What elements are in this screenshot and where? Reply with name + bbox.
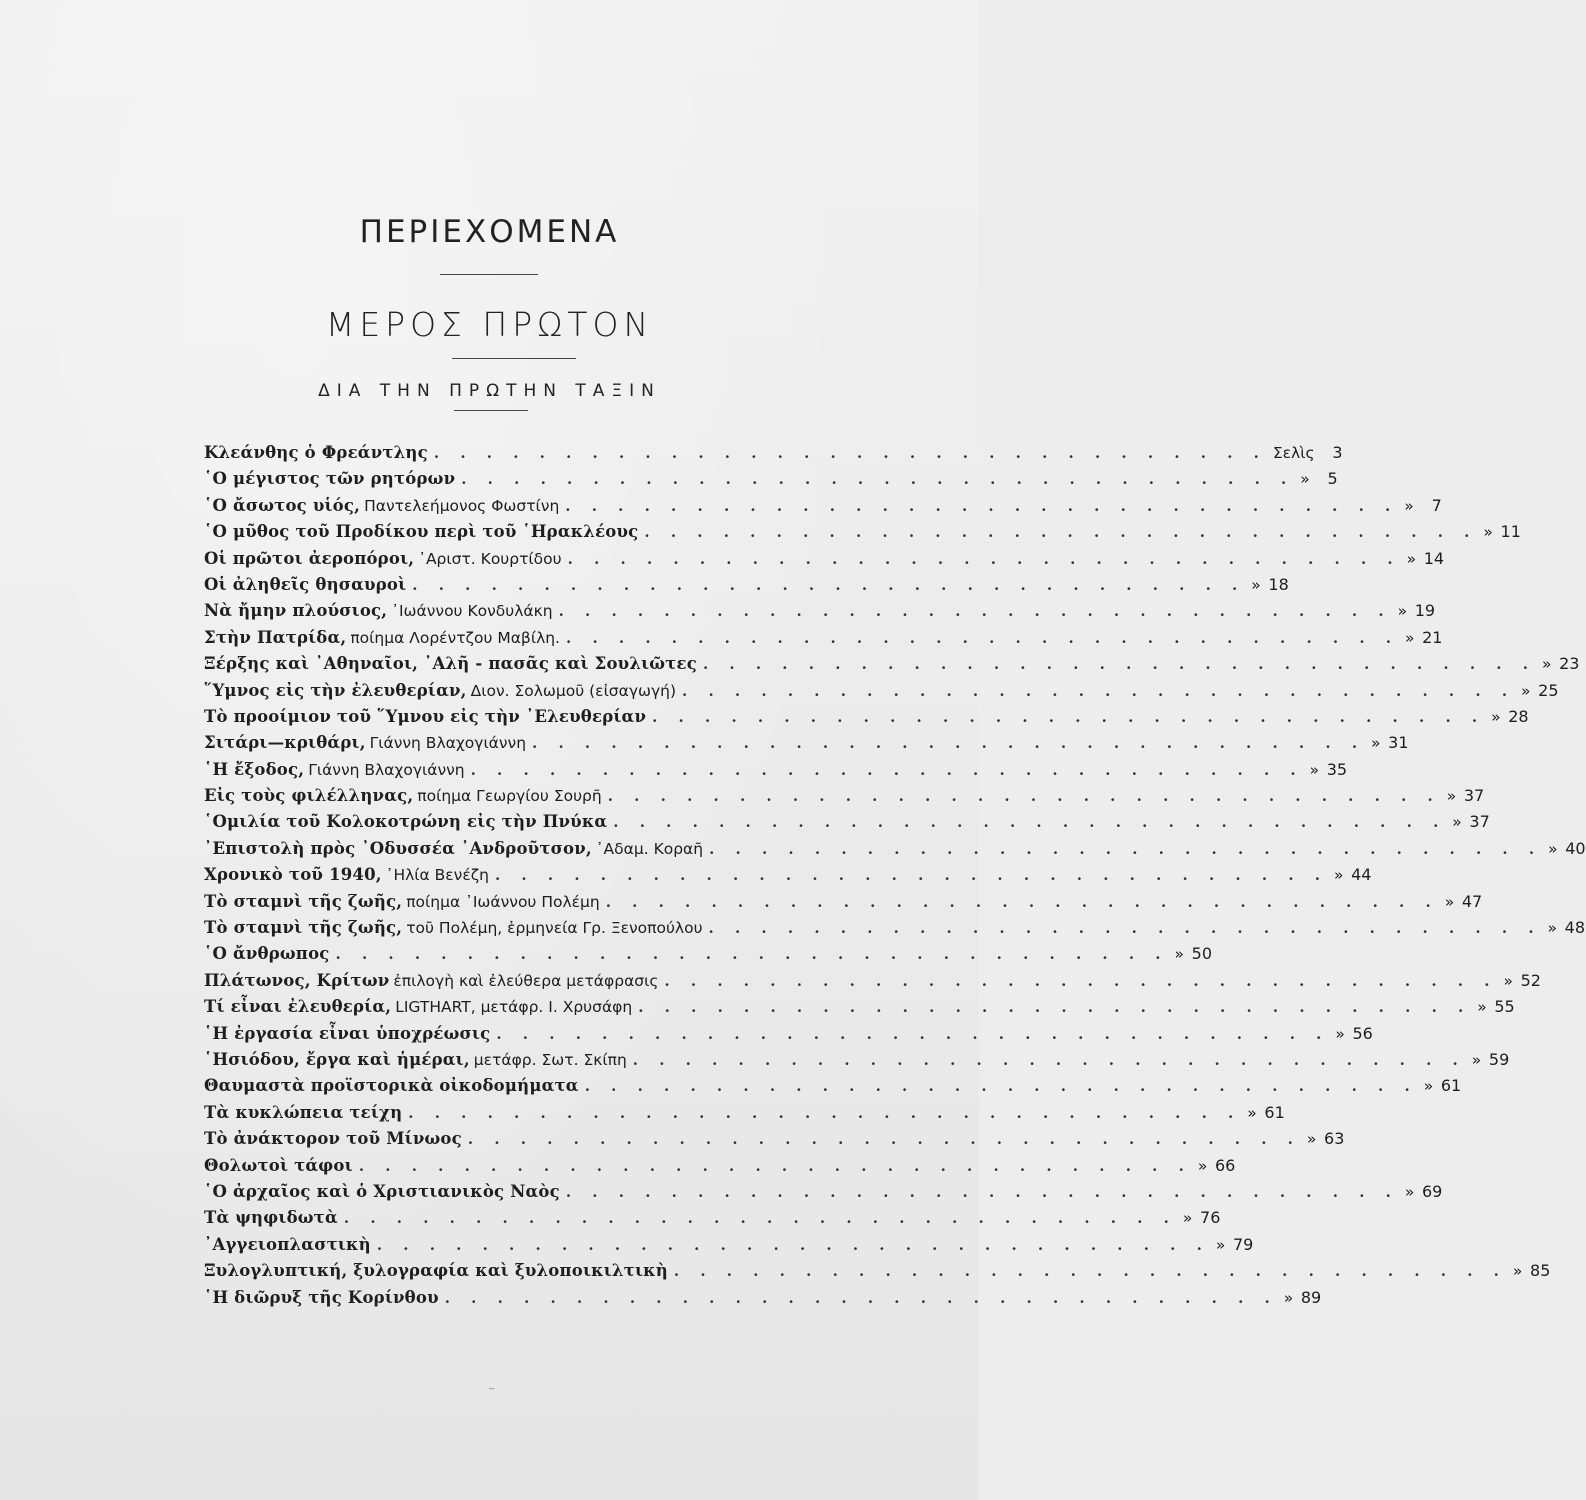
entry-title: ῾Η διῶρυξ τῆς Κορίνθου (204, 1287, 439, 1307)
entry-author: ᾿Αδαμ. Κοραῆ (595, 839, 704, 858)
contents-title: ΠΕΡΙΕΧΟΜΕΝΑ (359, 214, 620, 250)
ditto-mark: » (1174, 945, 1185, 964)
entry-title: Οἱ ἀληθεῖς θησαυροὶ (204, 574, 407, 594)
toc-entry (204, 625, 1443, 651)
dot-leader: . . . . . . . . . . . . . . . . . . . . . . . . . . . . . . . . (433, 444, 1267, 462)
dot-leader: . . . . . . . . . . . . . . . . . . . . . . . . . . . . . . . . (494, 866, 1328, 885)
title-rule (440, 274, 538, 275)
page-number: 23 (1559, 654, 1580, 674)
dot-leader: . . . . . . . . . . . . . . . . . . . . . . . . . . . . . . . . (638, 998, 1472, 1017)
page-number: 40 (1565, 838, 1586, 858)
dot-leader: . . . . . . . . . . . . . . . . . . . . . . . . . . . . . . . . (613, 813, 1447, 832)
dot-leader: . . . . . . . . . . . . . . . . . . . . . . . . . . . . . . . . (702, 655, 1536, 674)
entry-author: LIGTHART, μετάφρ. Ι. Χρυσάφη (395, 998, 633, 1017)
entry-title: Τὰ κυκλώπεια τείχη (204, 1102, 403, 1122)
toc-entry (204, 651, 1580, 677)
page-number: 7 (1431, 495, 1442, 515)
page-number: 31 (1388, 733, 1409, 753)
dot-leader: . . . . . . . . . . . . . . . . . . . . . . . . . . . . . . . . (605, 892, 1439, 911)
entry-title: Τὰ ψηφιδωτὰ (204, 1208, 338, 1228)
toc-entry (204, 572, 1289, 598)
ditto-mark: » (1548, 839, 1558, 858)
entry-title: Χρονικὸ τοῦ 1940, (204, 865, 382, 885)
ditto-mark: » (1283, 1288, 1294, 1307)
entry-title: Οἱ πρῶτοι ἀεροπόροι, (204, 548, 415, 568)
ditto-mark: » (1541, 655, 1552, 674)
page-number: 47 (1461, 891, 1483, 911)
toc-entry (204, 1205, 1221, 1231)
page-number: 28 (1508, 706, 1529, 726)
entry-title: ῾Η ἔξοδος, (204, 759, 305, 779)
page-number: 61 (1264, 1102, 1285, 1122)
dot-leader: . . . . . . . . . . . . . . . . . . . . . . . . . . . . . . . . (708, 919, 1542, 938)
dot-leader: . . . . . . . . . . . . . . . . . . . . . . . . . . . . . . . . (467, 1130, 1301, 1149)
entry-author: ἐπιλογὴ καὶ ἐλεύθερα μετάφρασις (393, 971, 659, 990)
dot-leader: . . . . . . . . . . . . . . . . . . . . . . . . . . . . . . . . (607, 787, 1441, 806)
ditto-mark: » (1182, 1209, 1193, 1228)
page-number: 11 (1500, 522, 1521, 542)
entry-author: Γιάννη Βλαχογιάννη (369, 734, 527, 753)
entry-title: Τὸ προοίμιον τοῦ ῞Υμνου εἰς τὴν ᾿Ελευθερίαν (204, 706, 647, 726)
dot-leader: . . . . . . . . . . . . . . . . . . . . . . . . . . . . . . . . (558, 602, 1392, 621)
entry-title: Θαυμαστὰ προϊστορικὰ οἰκοδομήματα (204, 1076, 579, 1096)
entry-title: Εἰς τοὺς φιλέλληνας, (204, 786, 414, 806)
dot-leader: . . . . . . . . . . . . . . . . . . . . . . . . . . . . . . . . (664, 971, 1498, 990)
page-number: 19 (1414, 601, 1436, 621)
toc-entry (204, 862, 1372, 888)
entry-title: ῾Ησιόδου, ἔργα καὶ ἡμέραι, (204, 1049, 470, 1069)
page-number: 37 (1463, 786, 1485, 806)
page-number: 61 (1440, 1076, 1462, 1096)
ditto-mark: » (1309, 760, 1320, 779)
entry-title: ῾Ο μῦθος τοῦ Προδίκου περὶ τοῦ ῾Ηρακλέους (204, 522, 639, 542)
toc-entry (204, 678, 1559, 704)
dot-leader: . . . . . . . . . . . . . . . . . . . . . . . . . . . . . . . . (376, 1235, 1210, 1254)
page-number: 5 (1327, 469, 1338, 489)
entry-title: Πλάτωνος, Κρίτων (204, 970, 390, 990)
toc-entry (204, 836, 1586, 862)
entry-author: τοῦ Πολέμη, ἑρμηνεία Γρ. Ξενοπούλου (406, 919, 703, 938)
toc-entry (204, 1021, 1373, 1047)
page-number: 89 (1300, 1287, 1322, 1307)
entry-title: Ξυλογλυπτική, ξυλογραφία καὶ ξυλοποικιλτικὴ (204, 1261, 668, 1281)
page-number: 50 (1191, 944, 1213, 964)
toc-entry (204, 783, 1485, 809)
toc-entry (204, 1073, 1462, 1099)
dot-leader: . . . . . . . . . . . . . . . . . . . . . . . . . . . . . . . . (644, 523, 1478, 542)
entry-title: ῞Υμνος εἰς τὴν ἐλευθερίαν, (204, 680, 467, 700)
toc-entry (204, 809, 1490, 835)
ditto-mark: » (1333, 866, 1344, 885)
page-number: 3 (1332, 443, 1343, 462)
ditto-mark: » (1397, 602, 1408, 621)
page-number: 56 (1352, 1023, 1373, 1043)
ditto-mark: » (1306, 1130, 1317, 1149)
entry-author: ᾿Αριστ. Κουρτίδου (418, 549, 562, 568)
toc-entry (204, 546, 1445, 572)
ditto-mark: » (1547, 919, 1558, 938)
page-number: 59 (1488, 1049, 1510, 1069)
entry-title: ῾Ο ἀρχαῖος καὶ ὁ Χριστιανικὸς Ναὸς (204, 1181, 560, 1201)
page-number: 79 (1232, 1234, 1254, 1254)
page-number: 69 (1421, 1181, 1443, 1201)
toc-entry (204, 1285, 1322, 1311)
toc-entry (204, 704, 1529, 730)
toc-entry (204, 598, 1436, 624)
toc-entry (204, 1179, 1443, 1205)
ditto-mark: » (1335, 1024, 1345, 1043)
dot-leader: . . . . . . . . . . . . . . . . . . . . . . . . . . . . . . . . (567, 549, 1401, 568)
dot-leader: . . . . . . . . . . . . . . . . . . . . . . . . . . . . . . . . (682, 681, 1516, 700)
page-bottom-mark: ⁻ (488, 1384, 496, 1400)
toc-entry (204, 1126, 1345, 1152)
entry-title: ῾Ο ἄνθρωπος (204, 944, 330, 964)
toc-entry (204, 519, 1521, 545)
entry-title: Κλεάνθης ὁ Φρεάντλης (204, 443, 428, 462)
ditto-mark: » (1215, 1235, 1226, 1254)
ditto-mark: » (1446, 787, 1457, 806)
page-number: 21 (1422, 627, 1443, 647)
ditto-mark: » (1471, 1050, 1482, 1069)
toc-entry (204, 493, 1442, 519)
toc-entry (204, 889, 1483, 915)
dot-leader: . . . . . . . . . . . . . . . . . . . . . . . . . . . . . . . . (673, 1262, 1507, 1281)
ditto-mark: » (1512, 1262, 1523, 1281)
page-number: 44 (1351, 865, 1372, 885)
page-number: 52 (1520, 970, 1541, 990)
entry-title: ᾿Αγγειοπλαστικὴ (204, 1234, 371, 1254)
toc-entry (204, 915, 1586, 941)
dot-leader: . . . . . . . . . . . . . . . . . . . . . . . . . . . . . . . . (335, 945, 1169, 964)
toc-entry (204, 1047, 1510, 1073)
dot-leader: . . . . . . . . . . . . . . . . . . . . . . . . . . . . . . . . (709, 839, 1543, 858)
page-label: Σελὶς (1272, 444, 1315, 462)
entry-author: ᾿Ηλία Βενέζη (385, 866, 489, 885)
ditto-mark: » (1444, 892, 1455, 911)
dot-leader: . . . . . . . . . . . . . . . . . . . . . . . . . . . . . . . . (461, 470, 1295, 489)
toc-entry (204, 968, 1541, 994)
dot-leader: . . . . . . . . . . . . . . . . . . . . . . . . . . . . . . . . (412, 575, 1246, 594)
dot-leader: . . . . . . . . . . . . . . . . . . . . . . . . . . . . . . . . (566, 628, 1399, 647)
ditto-mark: » (1405, 628, 1415, 647)
ditto-mark: » (1503, 971, 1513, 990)
dot-leader: . . . . . . . . . . . . . . . . . . . . . . . . . . . . . . . . (343, 1209, 1177, 1228)
toc-entry (204, 466, 1338, 492)
entry-title: Ξέρξης καὶ ᾿Αθηναῖοι, ᾿Αλῆ - πασᾶς καὶ Σουλιῶτες (204, 654, 697, 674)
page-number: 76 (1200, 1208, 1221, 1228)
ditto-mark: » (1404, 1182, 1415, 1201)
class-heading: ΔΙΑ ΤΗΝ ΠΡΩΤΗΝ ΤΑΞΙΝ (318, 381, 661, 401)
page-number: 55 (1494, 997, 1515, 1017)
entry-title: ῾Ο μέγιστος τῶν ρητόρων (204, 469, 456, 489)
ditto-mark: » (1371, 734, 1381, 753)
entry-title: Τὸ σταμνὶ τῆς ζωῆς, (204, 918, 403, 938)
entry-title: Στὴν Πατρίδα, (204, 627, 347, 647)
ditto-mark: » (1406, 549, 1417, 568)
ditto-mark: » (1197, 1156, 1208, 1175)
dot-leader: . . . . . . . . . . . . . . . . . . . . . . . . . . . . . . . . (565, 496, 1399, 515)
toc-entry (204, 757, 1348, 783)
page-number: 25 (1538, 680, 1559, 700)
dot-leader: . . . . . . . . . . . . . . . . . . . . . . . . . . . . . . . . (496, 1024, 1330, 1043)
entry-title: ῾Η ἐργασία εἶναι ὑποχρέωσις (204, 1023, 491, 1043)
ditto-mark: » (1247, 1103, 1257, 1122)
entry-title: ῾Ο ἄσωτος υἱός, (204, 495, 361, 515)
toc-entry (204, 1258, 1551, 1284)
ditto-mark: » (1300, 470, 1310, 489)
entry-title: Τί εἶναι ἐλευθερία, (204, 997, 392, 1017)
entry-title: Σιτάρι—κριθάρι, (204, 733, 366, 753)
page-number: 37 (1469, 812, 1490, 832)
page-number: 14 (1423, 548, 1445, 568)
ditto-mark: » (1404, 496, 1414, 515)
entry-title: ῾Ομιλία τοῦ Κολοκοτρώνη εἰς τὴν Πνύκα (204, 812, 608, 832)
ditto-mark: » (1423, 1077, 1434, 1096)
toc-entry (204, 1100, 1285, 1126)
page-number: 85 (1530, 1261, 1551, 1281)
entry-title: Θολωτοὶ τάφοι (204, 1155, 353, 1175)
class-rule (454, 410, 528, 411)
dot-leader: . . . . . . . . . . . . . . . . . . . . . . . . . . . . . . . . (632, 1050, 1466, 1069)
entry-author: ᾿Ιωάννου Κονδυλάκη (391, 602, 553, 621)
dot-leader: . . . . . . . . . . . . . . . . . . . . . . . . . . . . . . . . (358, 1156, 1192, 1175)
entry-author: ποίημα Λορέντζου Μαβίλη. (350, 628, 560, 647)
entry-author: Γιάννη Βλαχογιάννη (308, 760, 465, 779)
entry-title: ᾿Επιστολὴ πρὸς ᾿Οδυσσέα ᾿Ανδροῦτσον, (204, 838, 592, 858)
page-number: 66 (1214, 1155, 1236, 1175)
ditto-mark: » (1521, 681, 1531, 700)
entry-title: Τὸ σταμνὶ τῆς ζωῆς, (204, 891, 403, 911)
dot-leader: . . . . . . . . . . . . . . . . . . . . . . . . . . . . . . . . (470, 760, 1304, 779)
ditto-mark: » (1477, 998, 1487, 1017)
dot-leader: . . . . . . . . . . . . . . . . . . . . . . . . . . . . . . . . (532, 734, 1366, 753)
ditto-mark: » (1452, 813, 1462, 832)
entry-title: Τὸ ἀνάκτορον τοῦ Μίνωος (204, 1129, 462, 1149)
entry-author: ποίημα Γεωργίου Σουρῆ (417, 787, 602, 806)
dot-leader: . . . . . . . . . . . . . . . . . . . . . . . . . . . . . . . . (408, 1103, 1242, 1122)
toc-entry (204, 1153, 1236, 1179)
part-rule (452, 358, 576, 359)
dot-leader: . . . . . . . . . . . . . . . . . . . . . . . . . . . . . . . . (444, 1288, 1278, 1307)
page-number: 35 (1326, 759, 1348, 779)
toc-entry (204, 994, 1515, 1020)
entry-title: Νὰ ἤμην πλούσιος, (204, 601, 388, 621)
entry-author: Παντελεήμονος Φωστίνη (364, 496, 560, 515)
entry-author: Διον. Σολωμοῦ (εἰσαγωγή) (470, 681, 677, 700)
dot-leader: . . . . . . . . . . . . . . . . . . . . . . . . . . . . . . . . (584, 1077, 1418, 1096)
entry-author: ποίημα ᾿Ιωάννου Πολέμη (406, 892, 600, 911)
ditto-mark: » (1483, 523, 1493, 542)
page-number: 48 (1564, 918, 1586, 938)
toc-entry (204, 941, 1213, 967)
page-number: 63 (1324, 1129, 1345, 1149)
dot-leader: . . . . . . . . . . . . . . . . . . . . . . . . . . . . . . . . (652, 707, 1486, 726)
table-of-contents (204, 440, 1586, 1311)
dot-leader: . . . . . . . . . . . . . . . . . . . . . . . . . . . . . . . . (565, 1182, 1399, 1201)
entry-author: μετάφρ. Σωτ. Σκίπη (473, 1050, 627, 1069)
toc-entry (204, 1232, 1254, 1258)
part-heading: ΜΕΡΟΣ ΠΡΩΤΟΝ (325, 305, 654, 344)
ditto-mark: » (1491, 707, 1501, 726)
toc-entry (204, 440, 1343, 466)
page-number: 18 (1268, 574, 1289, 594)
toc-entry (204, 730, 1409, 756)
ditto-mark: » (1251, 575, 1261, 594)
